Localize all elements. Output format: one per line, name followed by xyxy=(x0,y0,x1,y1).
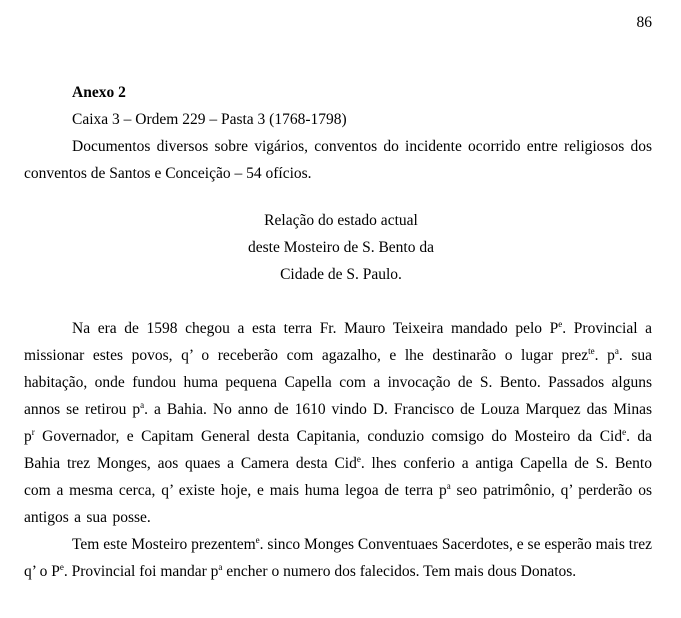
annex-title: Anexo 2 xyxy=(72,84,126,101)
annex-description: Documentos diversos sobre vigários, conventos do incidente ocorrido entre religiosos dos conventos de Santos e Conceição – 54 ofícios. xyxy=(24,138,652,182)
document-title-line-3: Cidade de S. Paulo. xyxy=(280,266,402,283)
document-title-line-1: Relação do estado actual xyxy=(264,212,418,229)
document-body xyxy=(24,79,652,585)
annex-reference: Caixa 3 – Ordem 229 – Pasta 3 (1768-1798) xyxy=(72,111,347,128)
document-title-line-2: deste Mosteiro de S. Bento da xyxy=(248,239,434,256)
paragraph-monks: Tem este Mosteiro prezentem$^e$. sinco Monges Conventuaes Sacerdotes, e se esperão mais trez q’ o $P^e$. Provincial foi mandar $p^a$ encher o numero dos falecidos. Tem mais dous Donatos. xyxy=(24,535,652,580)
page-number: 86 xyxy=(636,14,652,31)
paragraph-history: Na era de 1598 chegou a esta terra Fr. Mauro Teixeira mandado pelo $P^e$. Provincial a missionar estes povos, q’ o receberão com agazalho, e lhe destinarão o lugar prez$^{te}$. $p^a$. sua habitação, onde fundou huma pequena Capella com a invocação de S. Bento. Passados alguns annos se retirou $p^a$. a Bahia. No anno de 1610 vindo D. Francisco de Louza Marquez das Minas $p^r$ Governador, e Capitam General desta Capitania, conduzio comsigo do Mosteiro da Cid$^e$. da Bahia trez Monges, aos quaes a Camera desta Cid$^e$. lhes conferio a antiga Capella de S. Bento com a mesma cerca, q’ existe hoje, e mais huma legoa de terra $p^a$ seo patrimônio, q’ perderão os antigos a sua posse. xyxy=(24,319,652,526)
